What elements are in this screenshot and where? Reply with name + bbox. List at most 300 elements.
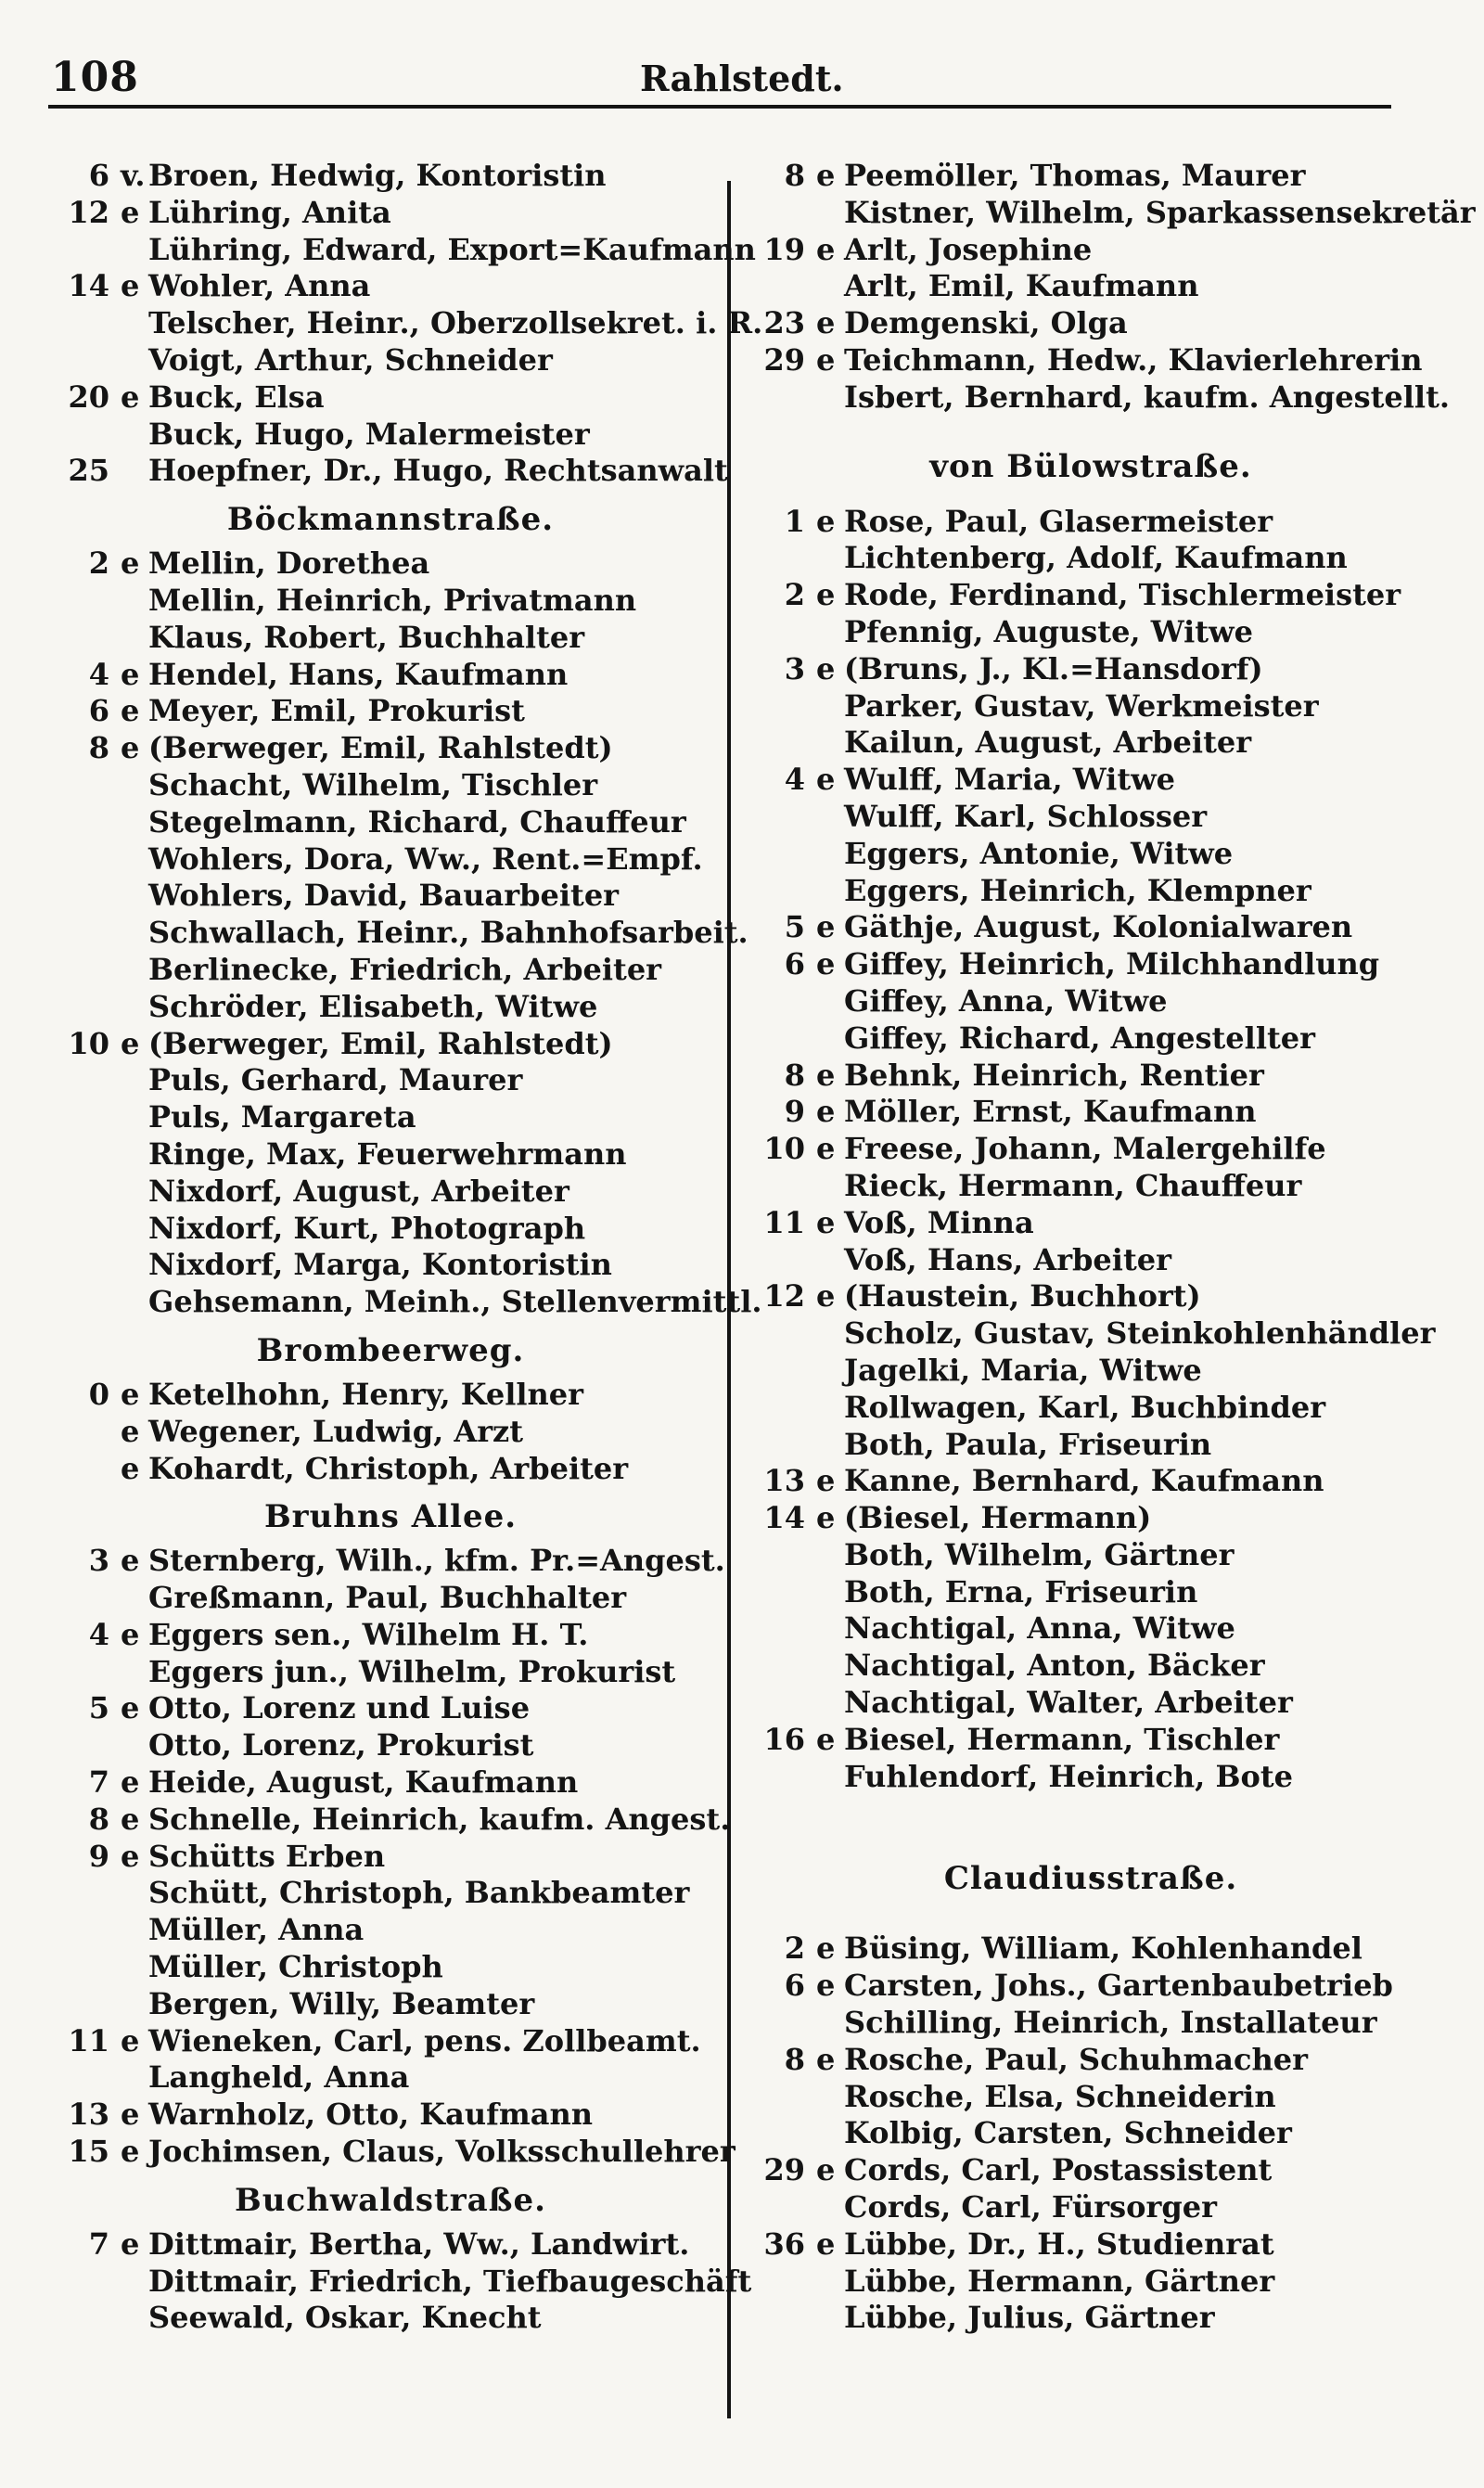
resident-entry: Eggers sen., Wilhelm H. T.: [148, 1616, 589, 1652]
directory-entry: [58, 2134, 736, 2171]
resident-entry: Schröder, Elisabeth, Witwe: [148, 988, 598, 1024]
entry-group: [58, 2225, 752, 2337]
resident-entry: Nixdorf, Kurt, Photograph: [148, 1210, 586, 1246]
owner-mark: e: [816, 1500, 836, 1536]
house-number: 20: [68, 378, 109, 415]
resident-entry: Lühring, Edward, Export=Kaufmann: [148, 231, 756, 267]
directory-entry: [753, 1094, 1428, 1131]
directory-entry: [753, 2115, 1428, 2152]
entry-group: [753, 158, 1476, 417]
resident-entry: Broen, Hedwig, Kontoristin: [148, 158, 607, 193]
resident-entry: Fuhlendorf, Heinrich, Bote: [844, 1758, 1293, 1794]
resident-entry: Kolbig, Carsten, Schneider: [844, 2115, 1292, 2151]
resident-entry: Both, Erna, Friseurin: [844, 1573, 1198, 1610]
directory-entry: [58, 657, 723, 694]
directory-entry: [753, 799, 1428, 836]
owner-mark: e: [816, 1463, 836, 1499]
directory-entry: [58, 2097, 723, 2134]
house-number: 12: [68, 194, 109, 230]
resident-entry: Schilling, Heinrich, Installateur: [844, 2005, 1377, 2041]
directory-entry: [58, 1173, 723, 1211]
house-number: 0: [88, 1376, 109, 1412]
page-number: 108: [51, 54, 139, 101]
house-number: 7: [88, 1764, 109, 1801]
directory-entry: [753, 1722, 1428, 1759]
house-number: 5: [784, 909, 805, 945]
resident-entry: Eggers jun., Wilhelm, Prokurist: [148, 1653, 676, 1689]
resident-entry: (Berweger, Emil, Rahlstedt): [148, 1025, 613, 1061]
directory-entry: [58, 1617, 723, 1654]
resident-entry: Schütt, Christoph, Bankbeamter: [148, 1875, 690, 1911]
house-number: 4: [88, 656, 109, 692]
resident-entry: Greßmann, Paul, Buchhalter: [148, 1580, 627, 1616]
directory-entry: [753, 232, 1428, 269]
house-number: 10: [763, 1131, 805, 1167]
owner-mark: e: [816, 1094, 836, 1130]
owner-mark: e: [121, 194, 140, 230]
directory-entry: [58, 2263, 752, 2301]
resident-entry: Both, Wilhelm, Gärtner: [844, 1536, 1235, 1572]
resident-entry: Klaus, Robert, Buchhalter: [148, 619, 585, 655]
owner-mark: v.: [121, 158, 146, 193]
house-number: 3: [784, 650, 805, 686]
directory-entry: [58, 379, 723, 417]
directory-entry: [753, 577, 1428, 614]
resident-entry: Arlt, Josephine: [844, 231, 1093, 267]
house-number: 8: [88, 1801, 109, 1837]
resident-entry: (Bruns, J., Kl.=Hansdorf): [844, 650, 1263, 686]
resident-entry: Müller, Christoph: [148, 1949, 443, 1985]
directory-entry: [58, 1247, 723, 1284]
resident-entry: Rose, Paul, Glasermeister: [844, 503, 1273, 539]
directory-entry: [58, 1062, 723, 1099]
resident-entry: Giffey, Heinrich, Milchhandlung: [844, 946, 1380, 982]
house-number: 5: [88, 1690, 109, 1726]
directory-entry: [58, 1727, 723, 1764]
directory-entry: [753, 1463, 1428, 1500]
resident-entry: Telscher, Heinr., Oberzollsekret. i. R.: [148, 305, 763, 341]
directory-entry: [753, 1610, 1428, 1648]
directory-entry: [753, 983, 1428, 1020]
owner-mark: e: [816, 158, 836, 193]
directory-entry: [753, 158, 1428, 195]
resident-entry: Voigt, Arthur, Schneider: [148, 341, 553, 378]
right-column: [753, 158, 1476, 2337]
house-number: 13: [68, 2097, 109, 2133]
resident-entry: Freese, Johann, Malergehilfe: [844, 1131, 1326, 1167]
directory-entry: [58, 730, 723, 767]
owner-mark: e: [121, 1413, 140, 1449]
directory-entry: [753, 873, 1428, 910]
directory-entry: [753, 1427, 1428, 1464]
directory-entry: [58, 767, 723, 804]
house-number: 4: [784, 762, 805, 798]
owner-mark: e: [121, 1543, 140, 1579]
resident-entry: Teichmann, Hedw., Klavierlehrerin: [844, 341, 1423, 378]
directory-entry: [753, 1205, 1428, 1242]
resident-entry: Schwallach, Heinr., Bahnhofsarbeit.: [148, 915, 748, 951]
directory-entry: [58, 1764, 723, 1802]
resident-entry: Carsten, Johs., Gartenbaubetrieb: [844, 1968, 1393, 2004]
house-number: 23: [763, 305, 805, 341]
directory-entry: [58, 158, 723, 195]
resident-entry: Eggers, Antonie, Witwe: [844, 835, 1234, 871]
directory-entry: [58, 1875, 723, 1912]
directory-entry: [58, 1801, 731, 1839]
left-column: [58, 158, 763, 2337]
owner-mark: e: [816, 946, 836, 982]
house-number: 15: [68, 2134, 109, 2170]
directory-entry: [58, 915, 748, 952]
directory-entry: [58, 2226, 723, 2264]
house-number: 12: [763, 1278, 805, 1315]
resident-entry: Pfennig, Auguste, Witwe: [844, 613, 1253, 649]
resident-entry: Nixdorf, August, Arbeiter: [148, 1173, 569, 1209]
directory-entry: [753, 1315, 1436, 1353]
resident-entry: Lübbe, Julius, Gärtner: [844, 2300, 1215, 2336]
resident-entry: Hoepfner, Dr., Hugo, Rechtsanwalt: [148, 453, 728, 489]
directory-entry: [58, 1949, 723, 1986]
directory-entry: [753, 1278, 1428, 1315]
resident-entry: Puls, Margareta: [148, 1099, 416, 1135]
directory-entry: [753, 2264, 1428, 2301]
directory-entry: [58, 1284, 762, 1321]
directory-entry: [58, 1377, 723, 1414]
resident-entry: (Haustein, Buchhort): [844, 1278, 1201, 1315]
resident-entry: Müller, Anna: [148, 1912, 365, 1948]
owner-mark: e: [121, 693, 140, 729]
resident-entry: Schnelle, Heinrich, kaufm. Angest.: [148, 1801, 731, 1837]
resident-entry: Hendel, Hans, Kaufmann: [148, 656, 569, 692]
street-heading: Bruhns Allee.: [263, 1498, 518, 1536]
directory-entry: [58, 1839, 723, 1876]
directory-entry: [753, 1390, 1428, 1427]
owner-mark: e: [816, 231, 836, 267]
directory-entry: [58, 1690, 723, 1727]
resident-entry: Puls, Gerhard, Maurer: [148, 1062, 523, 1098]
resident-entry: Wohlers, David, Bauarbeiter: [148, 878, 620, 914]
resident-entry: Giffey, Anna, Witwe: [844, 982, 1168, 1019]
owner-mark: e: [816, 909, 836, 945]
resident-entry: Parker, Gustav, Werkmeister: [844, 687, 1319, 724]
resident-entry: Wohler, Anna: [148, 268, 371, 304]
resident-entry: Lübbe, Hermann, Gärtner: [844, 2263, 1275, 2299]
directory-entry: [753, 2226, 1428, 2264]
house-number: 9: [784, 1094, 805, 1130]
house-number: 9: [88, 1838, 109, 1874]
resident-entry: Arlt, Emil, Kaufmann: [844, 268, 1199, 304]
house-number: 8: [784, 2041, 805, 2077]
directory-entry: [753, 504, 1428, 541]
resident-entry: Rollwagen, Karl, Buchbinder: [844, 1389, 1326, 1425]
entry-group: [753, 1930, 1428, 2337]
house-number: 14: [68, 268, 109, 304]
house-number: 11: [68, 2022, 109, 2058]
directory-entry: [58, 2300, 723, 2337]
directory-entry: [753, 342, 1428, 379]
owner-mark: e: [816, 1131, 836, 1167]
resident-entry: Ketelhohn, Henry, Kellner: [148, 1376, 583, 1412]
resident-entry: Dittmair, Friedrich, Tiefbaugeschäft: [148, 2263, 752, 2299]
directory-entry: [753, 268, 1428, 305]
house-number: 29: [763, 341, 805, 378]
directory-entry: [753, 1242, 1428, 1279]
house-number: 25: [68, 453, 109, 489]
entry-group: [753, 503, 1436, 1796]
owner-mark: e: [121, 1616, 140, 1652]
owner-mark: e: [121, 1690, 140, 1726]
directory-entry: [753, 305, 1428, 342]
directory-entry: [58, 417, 723, 454]
owner-mark: e: [121, 1801, 140, 1837]
directory-entry: [58, 1414, 723, 1451]
owner-mark: e: [816, 2225, 836, 2262]
directory-entry: [753, 909, 1428, 946]
directory-entry: [753, 2005, 1428, 2042]
entry-group: [58, 1543, 736, 2171]
directory-entry: [58, 804, 723, 841]
resident-entry: Cords, Carl, Fürsorger: [844, 2189, 1217, 2225]
resident-entry: Jagelki, Maria, Witwe: [844, 1352, 1202, 1388]
entry-group: [58, 545, 762, 1321]
resident-entry: Wohlers, Dora, Ww., Rent.=Empf.: [148, 840, 703, 877]
directory-entry: [58, 1099, 723, 1136]
house-number: 14: [763, 1500, 805, 1536]
directory-entry: [753, 1930, 1428, 1968]
street-heading: Böckmannstraße.: [226, 501, 555, 539]
directory-entry: [753, 1648, 1428, 1685]
directory-entry: [753, 1968, 1428, 2005]
house-number: 2: [88, 545, 109, 582]
house-number: 19: [763, 231, 805, 267]
resident-entry: Langheld, Anna: [148, 2059, 410, 2096]
directory-entry: [58, 1580, 723, 1617]
street-heading: Brombeerweg.: [256, 1331, 525, 1369]
house-number: 29: [763, 2152, 805, 2188]
directory-entry: [753, 2152, 1428, 2189]
owner-mark: e: [816, 762, 836, 798]
resident-entry: Isbert, Bernhard, kaufm. Angestellt.: [844, 378, 1450, 415]
owner-mark: e: [121, 2134, 140, 2170]
owner-mark: e: [816, 1968, 836, 2004]
resident-entry: Berlinecke, Friedrich, Arbeiter: [148, 951, 662, 987]
owner-mark: e: [816, 650, 836, 686]
directory-entry: [58, 453, 728, 490]
directory-entry: [58, 1912, 723, 1949]
running-title: Rahlstedt.: [640, 58, 844, 99]
house-number: 36: [763, 2225, 805, 2262]
owner-mark: e: [816, 2152, 836, 2188]
owner-mark: e: [816, 1721, 836, 1757]
house-number: 6: [88, 158, 109, 193]
resident-entry: Buck, Elsa: [148, 378, 325, 415]
resident-entry: Seewald, Oskar, Knecht: [148, 2300, 542, 2336]
directory-entry: [753, 2300, 1428, 2337]
owner-mark: e: [816, 577, 836, 613]
directory-entry: [58, 195, 723, 232]
directory-entry: [753, 725, 1428, 762]
street-heading: Claudiusstraße.: [943, 1860, 1238, 1898]
resident-entry: Cords, Carl, Postassistent: [844, 2152, 1273, 2188]
owner-mark: e: [816, 1278, 836, 1315]
resident-entry: Biesel, Hermann, Tischler: [844, 1721, 1280, 1757]
resident-entry: Rosche, Paul, Schuhmacher: [844, 2041, 1308, 2077]
street-heading: Buchwaldstraße.: [235, 2181, 546, 2219]
house-number: 2: [784, 1930, 805, 1967]
directory-entry: [753, 688, 1428, 725]
directory-entry: [58, 878, 723, 915]
resident-entry: Mellin, Dorethea: [148, 545, 430, 582]
house-number: 10: [68, 1025, 109, 1061]
directory-entry: [753, 1168, 1428, 1205]
directory-entry: [58, 1451, 723, 1488]
directory-entry: [753, 762, 1428, 799]
directory-entry: [58, 583, 723, 620]
resident-entry: Schacht, Wilhelm, Tischler: [148, 766, 598, 802]
directory-entry: [753, 1685, 1428, 1722]
house-number: 1: [784, 503, 805, 539]
resident-entry: Büsing, William, Kohlenhandel: [844, 1930, 1362, 1967]
directory-entry: [58, 545, 723, 583]
house-number: 13: [763, 1463, 805, 1499]
house-number: 3: [88, 1543, 109, 1579]
owner-mark: e: [816, 1057, 836, 1093]
directory-entry: [753, 1537, 1428, 1574]
directory-entry: [753, 378, 1450, 417]
directory-entry: [58, 693, 723, 730]
resident-entry: Wulff, Maria, Witwe: [844, 762, 1176, 798]
resident-entry: Behnk, Heinrich, Rentier: [844, 1057, 1264, 1093]
directory-entry: [753, 1058, 1428, 1095]
resident-entry: Otto, Lorenz und Luise: [148, 1690, 531, 1726]
resident-entry: Scholz, Gustav, Steinkohlenhändler: [844, 1315, 1436, 1352]
directory-entry: [753, 540, 1428, 577]
resident-entry: Sternberg, Wilh., kfm. Pr.=Angest.: [148, 1543, 725, 1579]
owner-mark: e: [816, 1204, 836, 1240]
directory-entry: [753, 2079, 1428, 2116]
resident-entry: Heide, August, Kaufmann: [148, 1764, 579, 1801]
owner-mark: e: [121, 730, 140, 766]
owner-mark: e: [816, 341, 836, 378]
directory-entry: [753, 614, 1428, 651]
resident-entry: Both, Paula, Friseurin: [844, 1426, 1212, 1462]
directory-entry: [58, 268, 723, 305]
resident-entry: Rieck, Hermann, Chauffeur: [844, 1167, 1302, 1203]
directory-entry: [753, 194, 1476, 232]
resident-entry: Schütts Erben: [148, 1838, 386, 1874]
directory-entry: [753, 946, 1428, 983]
resident-entry: Mellin, Heinrich, Privatmann: [148, 582, 637, 618]
directory-entry: [753, 1131, 1428, 1168]
entry-group: [58, 158, 763, 490]
owner-mark: e: [121, 1025, 140, 1061]
resident-entry: Lübbe, Dr., H., Studienrat: [844, 2225, 1274, 2262]
resident-entry: Wegener, Ludwig, Arzt: [148, 1413, 523, 1449]
directory-entry: [753, 1574, 1428, 1611]
directory-entry: [58, 2059, 723, 2097]
resident-entry: Nachtigal, Walter, Arbeiter: [844, 1685, 1293, 1721]
house-number: 16: [763, 1721, 805, 1757]
directory-entry: [58, 1136, 723, 1173]
resident-entry: Jochimsen, Claus, Volksschullehrer: [148, 2134, 736, 2170]
house-number: 2: [784, 577, 805, 613]
directory-entry: [753, 2042, 1428, 2079]
directory-entry: [58, 1026, 723, 1063]
entry-group: [58, 1377, 723, 1487]
header-rule: [48, 105, 1391, 109]
resident-entry: Nachtigal, Anna, Witwe: [844, 1610, 1235, 1647]
resident-entry: Kailun, August, Arbeiter: [844, 725, 1252, 761]
resident-entry: Rosche, Elsa, Schneiderin: [844, 2078, 1276, 2114]
house-number: 8: [784, 158, 805, 193]
owner-mark: e: [121, 268, 140, 304]
directory-entry: [58, 1986, 723, 2023]
owner-mark: e: [816, 2041, 836, 2077]
resident-entry: Voß, Minna: [844, 1204, 1034, 1240]
resident-entry: Meyer, Emil, Prokurist: [148, 693, 525, 729]
owner-mark: e: [816, 305, 836, 341]
owner-mark: e: [121, 1450, 140, 1486]
resident-entry: Wieneken, Carl, pens. Zollbeamt.: [148, 2022, 701, 2058]
resident-entry: Giffey, Richard, Angestellter: [844, 1020, 1315, 1056]
resident-entry: Bergen, Willy, Beamter: [148, 1985, 535, 2021]
owner-mark: e: [816, 1930, 836, 1967]
resident-entry: Otto, Lorenz, Prokurist: [148, 1727, 534, 1763]
resident-entry: Dittmair, Bertha, Ww., Landwirt.: [148, 2225, 690, 2262]
directory-entry: [58, 1211, 723, 1248]
resident-entry: Lühring, Anita: [148, 194, 391, 230]
house-number: 11: [763, 1204, 805, 1240]
directory-entry: [58, 2023, 723, 2060]
directory-entry: [58, 305, 763, 342]
resident-entry: Peemöller, Thomas, Maurer: [844, 158, 1306, 193]
resident-entry: Stegelmann, Richard, Chauffeur: [148, 803, 686, 840]
resident-entry: Gehsemann, Meinh., Stellenvermittl.: [148, 1284, 762, 1320]
directory-entry: [753, 836, 1428, 873]
resident-entry: Wulff, Karl, Schlosser: [844, 798, 1208, 834]
resident-entry: Möller, Ernst, Kaufmann: [844, 1094, 1257, 1130]
directory-entry: [58, 952, 723, 989]
directory-entry: [58, 989, 723, 1026]
resident-entry: Kistner, Wilhelm, Sparkassensekretär: [844, 194, 1476, 230]
street-heading: von Bülowstraße.: [929, 447, 1252, 485]
house-number: 8: [784, 1057, 805, 1093]
resident-entry: (Biesel, Hermann): [844, 1500, 1152, 1536]
resident-entry: Ringe, Max, Feuerwehrmann: [148, 1135, 627, 1172]
directory-entry: [58, 231, 756, 269]
resident-entry: Demgenski, Olga: [844, 305, 1128, 341]
resident-entry: Rode, Ferdinand, Tischlermeister: [844, 577, 1401, 613]
directory-entry: [753, 1020, 1428, 1058]
resident-entry: Warnholz, Otto, Kaufmann: [148, 2097, 593, 2133]
resident-entry: Voß, Hans, Arbeiter: [844, 1241, 1171, 1277]
directory-entry: [58, 1654, 723, 1691]
owner-mark: e: [121, 378, 140, 415]
resident-entry: Lichtenberg, Adolf, Kaufmann: [844, 540, 1348, 576]
directory-entry: [58, 620, 723, 657]
owner-mark: e: [121, 1838, 140, 1874]
resident-entry: Kohardt, Christoph, Arbeiter: [148, 1450, 629, 1486]
resident-entry: Eggers, Heinrich, Klempner: [844, 872, 1311, 908]
directory-entry: [753, 651, 1428, 688]
resident-entry: Nixdorf, Marga, Kontoristin: [148, 1247, 612, 1283]
resident-entry: Gäthje, August, Kolonialwaren: [844, 909, 1353, 945]
directory-entry: [753, 1500, 1428, 1537]
owner-mark: e: [121, 2022, 140, 2058]
house-number: 6: [784, 1968, 805, 2004]
directory-entry: [753, 1353, 1428, 1390]
owner-mark: e: [121, 656, 140, 692]
